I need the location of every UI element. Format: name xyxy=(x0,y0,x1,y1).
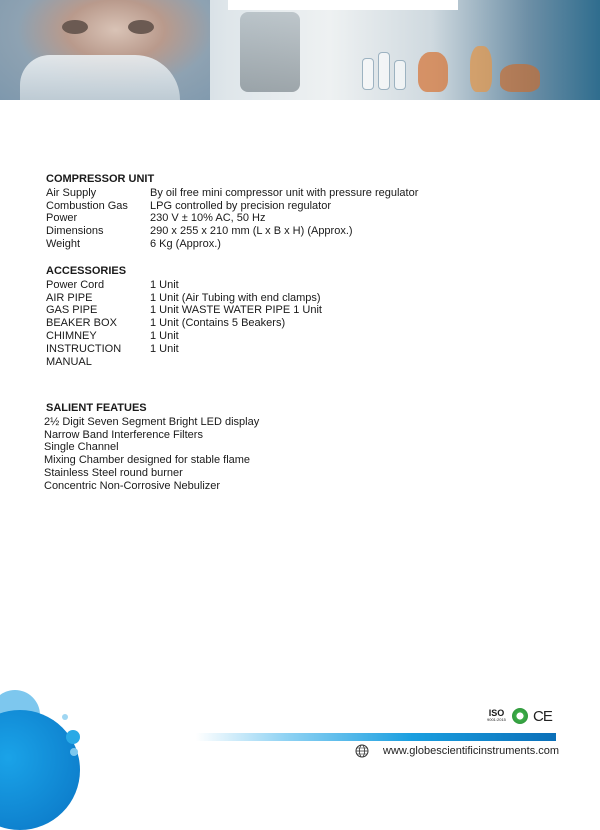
accessories-heading: ACCESSORIES xyxy=(46,265,127,277)
ce-mark-icon: CE xyxy=(533,708,552,725)
compressor-section xyxy=(46,173,418,251)
features-section xyxy=(44,402,259,493)
accessory-row: GAS PIPE 1 Unit WASTE WATER PIPE 1 Unit xyxy=(46,304,322,317)
feature-item: Concentric Non-Corrosive Nebulizer xyxy=(44,479,221,492)
accessory-row: BEAKER BOX 1 Unit (Contains 5 Beakers) xyxy=(46,317,286,330)
spec-row: Dimensions 290 x 255 x 210 mm (L x B x H) (Approx.) xyxy=(46,225,353,238)
decorative-bubble xyxy=(62,714,68,720)
compressor-heading: COMPRESSOR UNIT xyxy=(46,173,155,185)
decorative-bubble xyxy=(66,730,80,744)
spec-row: Weight 6 Kg (Approx.) xyxy=(46,237,221,250)
feature-item: Narrow Band Interference Filters xyxy=(44,428,203,441)
feature-item: Stainless Steel round burner xyxy=(44,466,183,479)
scientist-image xyxy=(0,0,210,100)
quality-seal-icon xyxy=(512,708,528,724)
features-heading: SALIENT FEATUES xyxy=(46,402,147,414)
footer-accent-bar xyxy=(196,733,556,741)
feature-item: 2½ Digit Seven Segment Bright LED display xyxy=(44,415,260,428)
flask-image xyxy=(418,52,448,92)
spec-row: Power 230 V ± 10% AC, 50 Hz xyxy=(46,212,266,225)
iso-certification-icon: ISO 9001:2015 xyxy=(487,708,506,722)
accessory-row: MANUAL xyxy=(46,355,92,368)
globe-icon xyxy=(355,744,369,758)
decorative-bubble xyxy=(0,710,80,830)
accessory-row: Power Cord 1 Unit xyxy=(46,278,179,291)
accessory-row: AIR PIPE 1 Unit (Air Tubing with end clamps) xyxy=(46,291,321,304)
decorative-bubble xyxy=(70,748,78,756)
feature-item: Mixing Chamber designed for stable flame xyxy=(44,454,251,467)
accessory-row: CHIMNEY 1 Unit xyxy=(46,329,179,342)
microscope-image xyxy=(240,12,300,92)
spec-row: Combustion Gas LPG controlled by precision regulator xyxy=(46,199,331,212)
feature-item: Single Channel xyxy=(44,441,119,454)
accessory-row: INSTRUCTION 1 Unit xyxy=(46,342,179,355)
website-link[interactable]: www.globescientificinstruments.com xyxy=(383,745,560,757)
accessories-section xyxy=(46,265,322,368)
header-banner xyxy=(0,0,600,100)
spec-row: Air Supply By oil free mini compressor unit with pressure regulator xyxy=(46,186,419,199)
